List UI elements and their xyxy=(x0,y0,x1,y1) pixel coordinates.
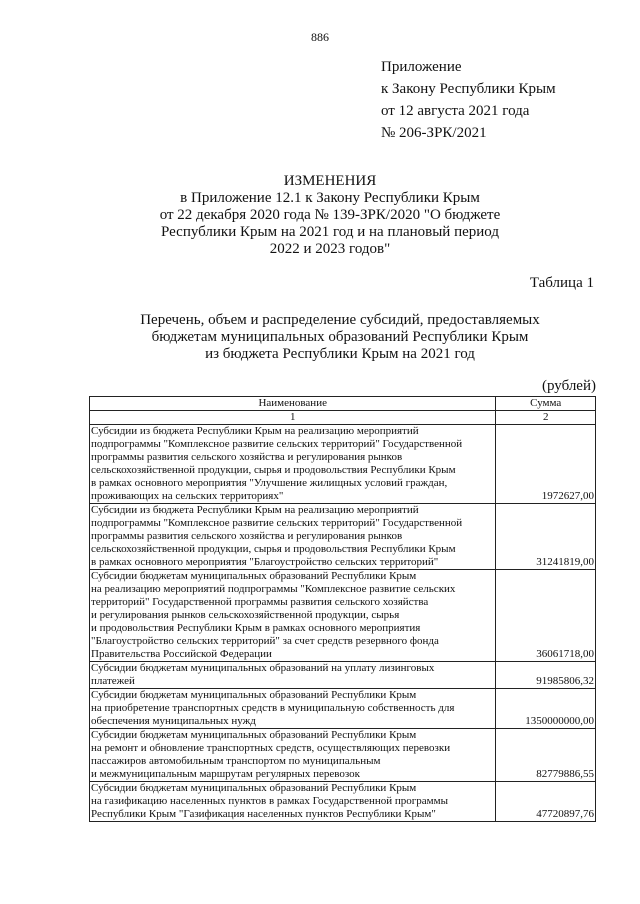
subsidy-name xyxy=(90,504,496,570)
subsidy-sum: 36061718,00 xyxy=(496,570,596,662)
changes-title xyxy=(120,173,540,258)
subsidy-sum: 31241819,00 xyxy=(496,504,596,570)
subsidies-table xyxy=(89,396,596,822)
subsidy-name-line: Субсидии из бюджета Республики Крым на реализацию мероприятий xyxy=(91,504,419,516)
table-label: Таблица 1 xyxy=(529,275,594,291)
table-body xyxy=(90,425,596,822)
table-row xyxy=(90,425,596,504)
subsidy-name-line: Республики Крым "Газификация населенных пунктов Республики Крым" xyxy=(91,808,436,820)
subsidy-name-line: пассажиров автомобильным транспортом по муниципальным xyxy=(91,755,381,767)
subsidy-name-line: Субсидии бюджетам муниципальных образований Республики Крым xyxy=(91,729,417,741)
subsidy-name-line: подпрограммы "Комплексное развитие сельских территорий" Государственной xyxy=(91,438,463,450)
subsidy-name-line: на реализацию мероприятий подпрограммы "Комплексное развитие сельских xyxy=(91,583,456,595)
appendix-line: к Закону Республики Крым xyxy=(381,81,556,97)
table-row xyxy=(90,570,596,662)
table-row xyxy=(90,689,596,729)
subsidy-name-line: Правительства Российской Федерации xyxy=(91,648,272,660)
subsidy-name-line: Субсидии бюджетам муниципальных образований Республики Крым xyxy=(91,570,417,582)
table-row xyxy=(90,504,596,570)
changes-title-line: 2022 и 2023 годов" xyxy=(269,241,391,257)
appendix-line: Приложение xyxy=(381,59,462,75)
subsidy-name-line: программы развития сельского хозяйства и регулирования рынков xyxy=(91,530,403,542)
list-title xyxy=(110,312,570,363)
header-name: Наименование xyxy=(90,397,496,411)
subsidy-name xyxy=(90,662,496,689)
table-row xyxy=(90,662,596,689)
subsidy-name-line: на приобретение транспортных средств в муниципальную собственность для xyxy=(91,702,455,714)
unit-label: (рублей) xyxy=(541,378,596,394)
changes-title-line: от 22 декабря 2020 года № 139-ЗРК/2020 "О бюджете xyxy=(159,207,501,223)
subsidy-name-line: подпрограммы "Комплексное развитие сельских территорий" Государственной xyxy=(91,517,463,529)
changes-title-line: в Приложение 12.1 к Закону Республики Крым xyxy=(180,190,480,206)
subsidy-name-line: и межмуниципальным маршрутам регулярных перевозок xyxy=(91,768,360,780)
subsidy-sum: 91985806,32 xyxy=(496,662,596,689)
subsidy-name-line: на газификацию населенных пунктов в рамках Государственной программы xyxy=(91,795,448,807)
subsidy-name-line: обеспечения муниципальных нужд xyxy=(91,715,256,727)
subsidy-name-line: Субсидии бюджетам муниципальных образований Республики Крым xyxy=(91,782,417,794)
column-number-row xyxy=(90,411,596,425)
subsidy-name xyxy=(90,729,496,782)
subsidy-name-line: сельскохозяйственной продукции, сырья и продовольствия Республики Крым xyxy=(91,464,456,476)
changes-title-line: ИЗМЕНЕНИЯ xyxy=(283,173,377,189)
table-row xyxy=(90,729,596,782)
subsidy-name-line: в рамках основного мероприятия "Улучшение жилищных условий граждан, xyxy=(91,477,448,489)
subsidy-name-line: Субсидии бюджетам муниципальных образований на уплату лизинговых xyxy=(91,662,435,674)
table-row xyxy=(90,782,596,822)
subsidy-name-line: программы развития сельского хозяйства и регулирования рынков xyxy=(91,451,403,463)
column-number-sum: 2 xyxy=(496,411,596,425)
list-title-line: Перечень, объем и распределение субсидий, предоставляемых xyxy=(140,312,540,328)
subsidy-name-line: платежей xyxy=(91,675,135,687)
subsidy-name-line: территорий" Государственной программы развития сельского хозяйства xyxy=(91,596,429,608)
changes-title-line: Республики Крым на 2021 год и на плановый период xyxy=(161,224,499,240)
subsidy-sum: 1972627,00 xyxy=(496,425,596,504)
subsidy-sum: 82779886,55 xyxy=(496,729,596,782)
subsidy-name xyxy=(90,689,496,729)
appendix-line: № 206-ЗРК/2021 xyxy=(381,125,487,141)
subsidy-name-line: Субсидии из бюджета Республики Крым на реализацию мероприятий xyxy=(91,425,419,437)
page-number: 886 xyxy=(311,30,329,44)
subsidy-name-line: на ремонт и обновление транспортных средств, осуществляющих перевозки xyxy=(91,742,451,754)
subsidy-name-line: и регулирования рынков сельскохозяйственной продукции, сырья xyxy=(91,609,400,621)
subsidy-name-line: Субсидии бюджетам муниципальных образований Республики Крым xyxy=(91,689,417,701)
subsidy-sum: 1350000000,00 xyxy=(496,689,596,729)
subsidy-name xyxy=(90,570,496,662)
appendix-block xyxy=(381,56,556,144)
subsidy-sum: 47720897,76 xyxy=(496,782,596,822)
subsidy-name-line: "Благоустройство сельских территорий" за счет средств резервного фонда xyxy=(91,635,439,647)
subsidy-name-line: и продовольствия Республики Крым в рамках основного мероприятия xyxy=(91,622,421,634)
subsidy-name xyxy=(90,782,496,822)
column-number-name: 1 xyxy=(90,411,496,425)
list-title-line: бюджетам муниципальных образований Республики Крым xyxy=(151,329,529,345)
subsidy-name-line: в рамках основного мероприятия "Благоустройство сельских территорий" xyxy=(91,556,439,568)
list-title-line: из бюджета Республики Крым на 2021 год xyxy=(205,346,475,362)
header-sum: Сумма xyxy=(496,397,596,411)
subsidy-name xyxy=(90,425,496,504)
subsidy-name-line: сельскохозяйственной продукции, сырья и продовольствия Республики Крым xyxy=(91,543,456,555)
header-row xyxy=(90,397,596,411)
appendix-line: от 12 августа 2021 года xyxy=(381,103,530,119)
subsidy-name-line: проживающих на сельских территориях" xyxy=(91,490,284,502)
